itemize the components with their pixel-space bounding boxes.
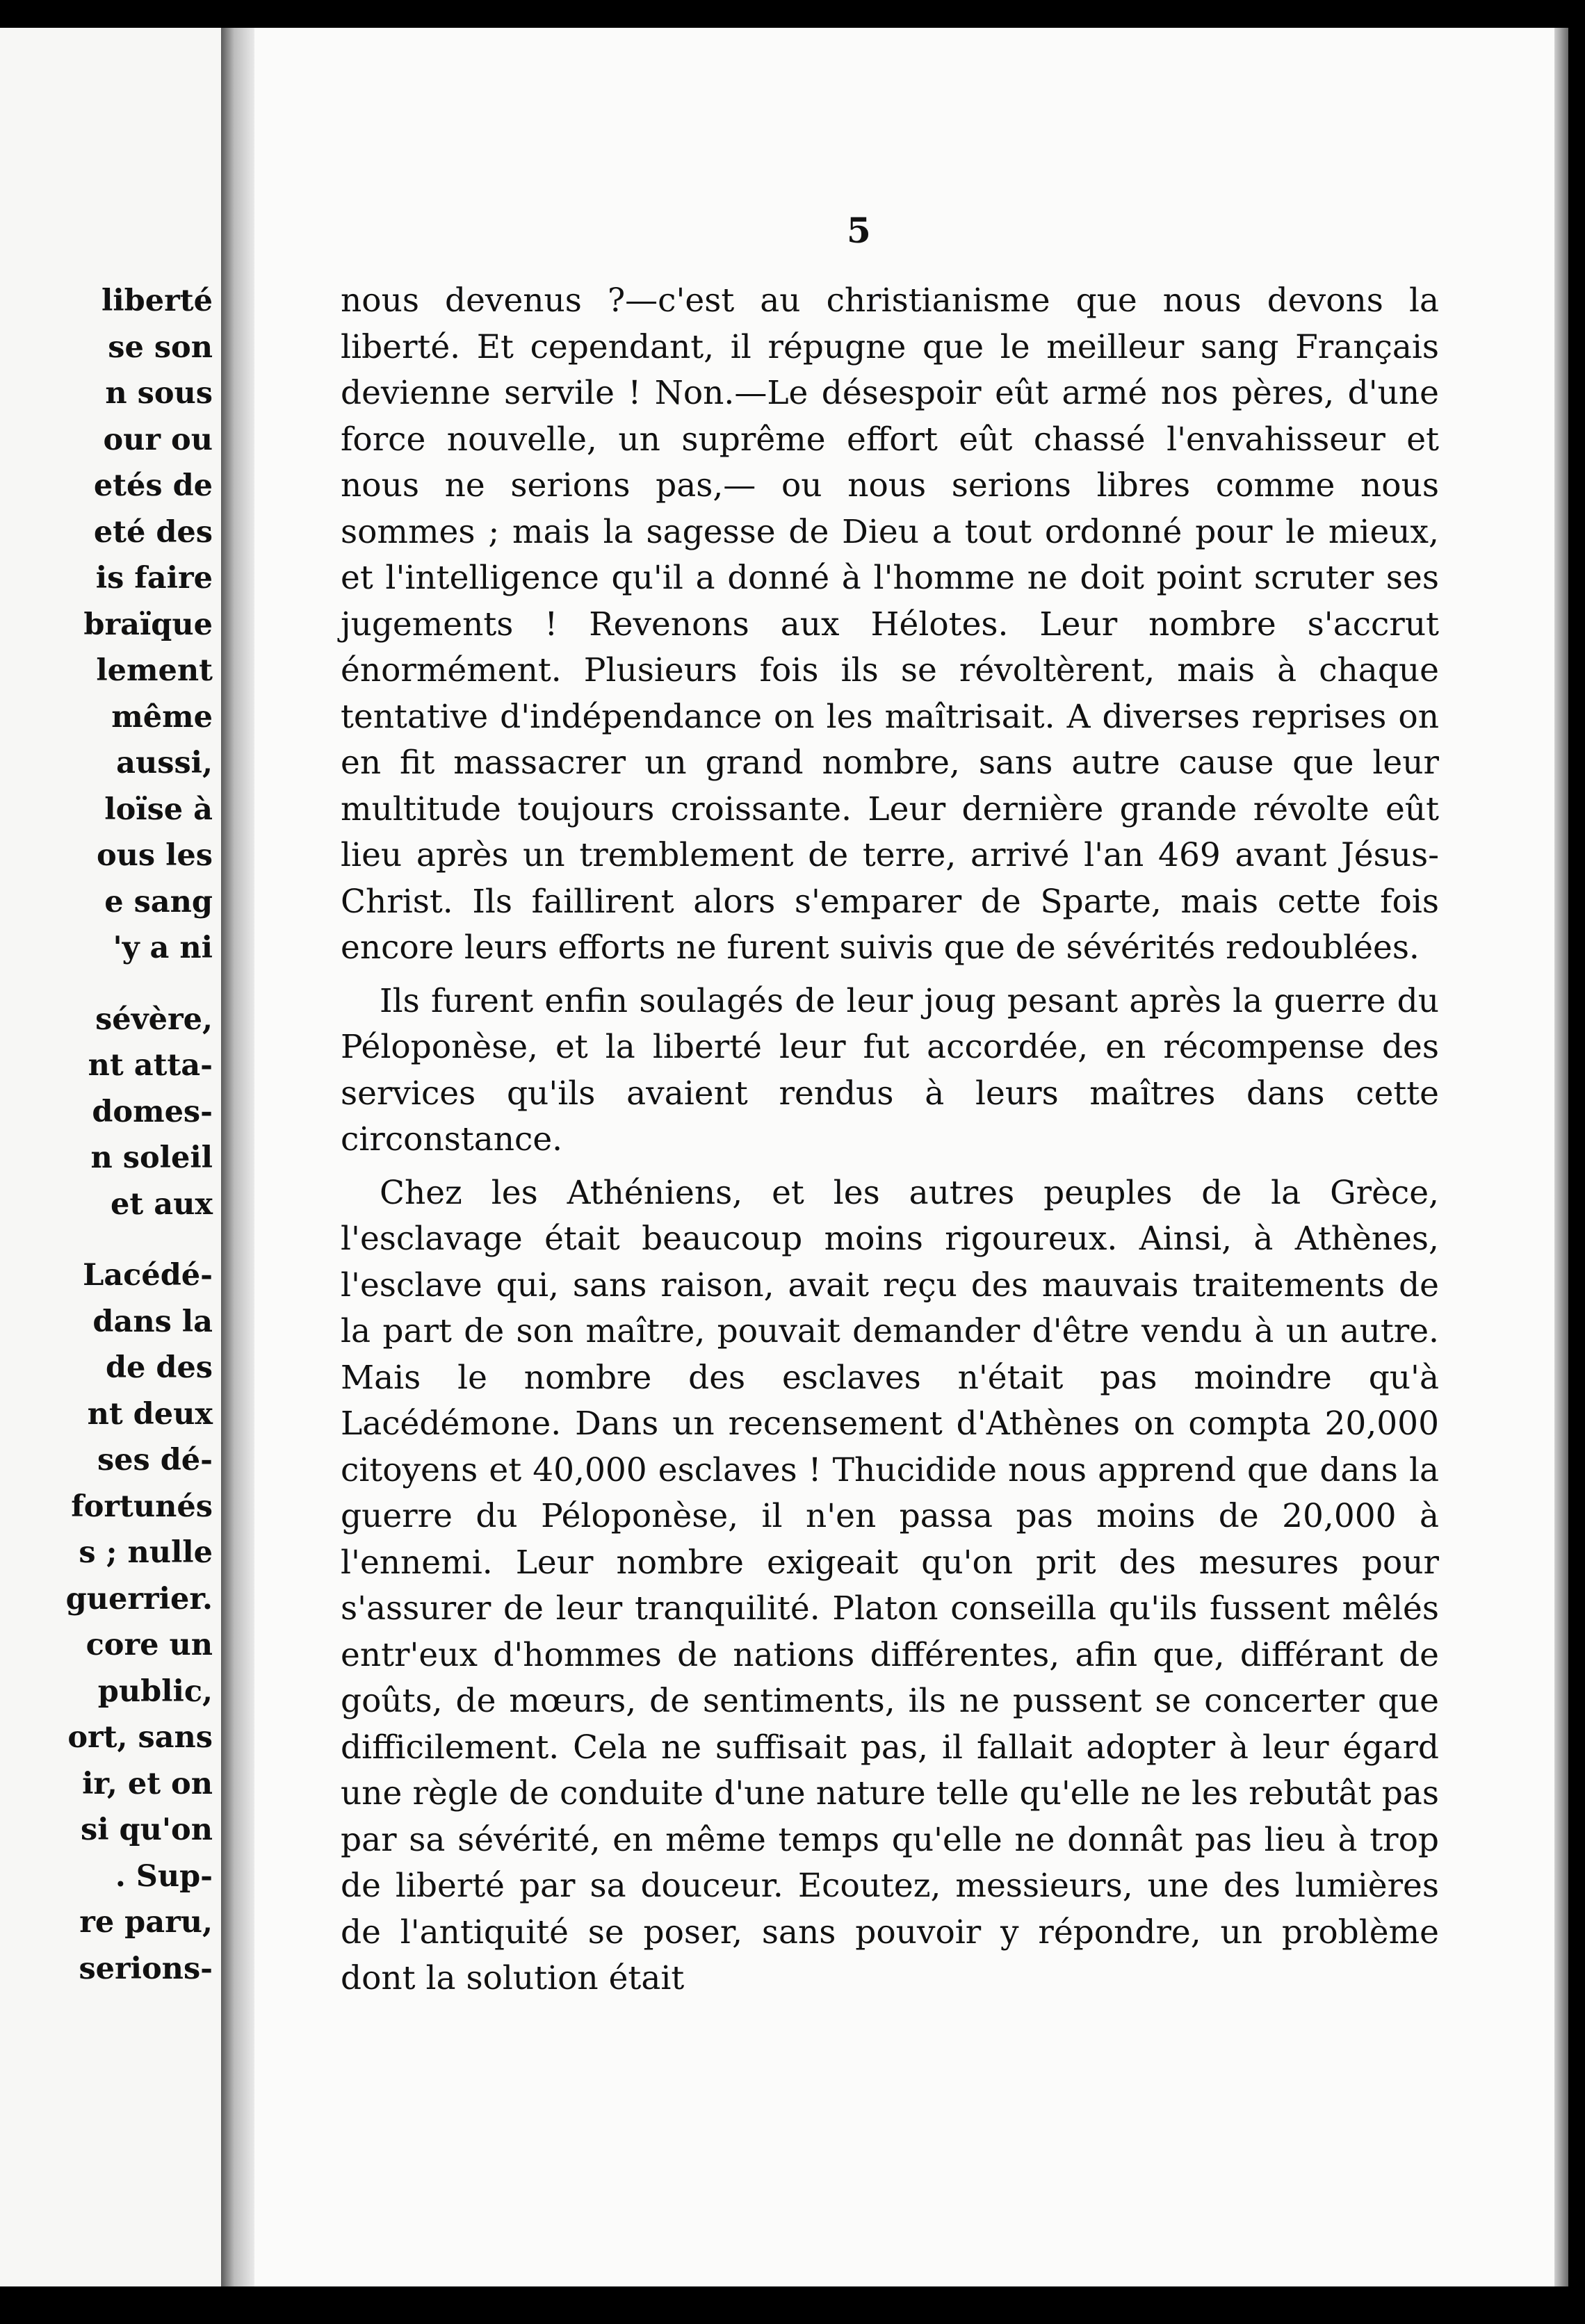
facing-line: nt atta-: [88, 1048, 213, 1083]
facing-line: domes-: [92, 1094, 213, 1129]
facing-line: Lacédé-: [83, 1258, 213, 1293]
book-gutter: [221, 28, 254, 2286]
book-page: [254, 28, 1568, 2286]
facing-line: re paru,: [79, 1905, 213, 1940]
facing-line: ses dé-: [97, 1443, 213, 1478]
facing-line: nt deux: [87, 1396, 213, 1432]
facing-page-text: [0, 278, 213, 1992]
facing-line: si qu'on: [81, 1812, 213, 1847]
facing-line: public,: [97, 1674, 213, 1709]
facing-line: etés de: [93, 468, 213, 503]
paragraph: nous devenus ?—c'est au christianisme que nous devons la liberté. Et cependant, il répugne que le meilleur sang Français devienne servile ! Non.—Le désespoir eût armé nos pères, d'une force nouvelle, un suprême effort eût chassé l'envahisseur et nous ne serions pas,— ou nous serions libres comme nous sommes ; mais la sagesse de Dieu a tout ordonné pour le mieux, et l'intelligence qu'il a donné à l'homme ne doit point scruter ses jugements ! Revenons aux Hélotes. Leur nombre s'accrut énormément. Plusieurs fois ils se révoltèrent, mais à chaque tentative d'indépendance on les maîtrisait. A diverses reprises on en fit massacrer un grand nombre, sans autre cause que leur multitude toujours croissante. Leur dernière grande révolte eût lieu après un tremblement de terre, arrivé l'an 469 avant Jésus-Christ. Ils faillirent alors s'emparer de Sparte, mais cette fois encore leurs efforts ne furent suivis que de sévérités redoublées.: [341, 281, 1439, 967]
page-number: 5: [847, 210, 871, 251]
facing-line: braïque: [83, 607, 213, 642]
facing-line: ir, et on: [82, 1766, 213, 1801]
facing-line: e sang: [104, 884, 213, 919]
facing-line: core un: [86, 1628, 213, 1662]
facing-line: 'y a ni: [113, 931, 213, 965]
facing-line: aussi,: [116, 746, 213, 780]
facing-line: . Sup-: [115, 1858, 213, 1894]
facing-line: même: [111, 699, 213, 735]
facing-line: lement: [96, 653, 213, 688]
facing-line: se son: [108, 329, 213, 365]
facing-line: dans la: [92, 1304, 213, 1339]
facing-line: is faire: [95, 561, 213, 596]
facing-line: sévère,: [95, 1001, 213, 1037]
facing-line: et aux: [111, 1186, 213, 1222]
facing-line: de des: [105, 1350, 213, 1385]
facing-line: our ou: [103, 422, 213, 457]
facing-line: n sous: [105, 376, 213, 411]
facing-line: s ; nulle: [79, 1535, 213, 1570]
facing-page: [0, 28, 221, 2286]
facing-line: n soleil: [90, 1140, 213, 1175]
facing-line: loïse à: [104, 792, 213, 827]
facing-line: serions-: [79, 1951, 213, 1986]
facing-line: ous les: [96, 838, 213, 873]
page-body: [341, 278, 1439, 2002]
facing-line: ort, sans: [67, 1720, 213, 1755]
facing-line: fortunés: [71, 1489, 213, 1524]
paragraph: Chez les Athéniens, et les autres peuples de la Grèce, l'esclavage était beaucoup moins rigoureux. Ainsi, à Athènes, l'esclave qui, sans raison, avait reçu des mauvais traitements de la part de son maître, pouvait demander d'être vendu à un autre. Mais le nombre des esclaves n'était pas moindre qu'à Lacédémone. Dans un recensement d'Athènes on compta 20,000 citoyens et 40,000 esclaves ! Thucidide nous apprend que dans la guerre du Péloponèse, il n'en passa pas moins de 20,000 à l'ennemi. Leur nombre exigeait qu'on prit des mesures pour s'assurer de leur tranquilité. Platon conseilla qu'ils fussent mêlés entr'eux d'hommes de nations différentes, afin que, différant de goûts, de mœurs, de sentiments, ils ne pussent se concerter que difficilement. Cela ne suffisait pas, il fallait adopter à leur égard une règle de conduite d'une nature telle qu'elle ne les rebutât pas par sa sévérité, en même temps qu'elle ne donnât pas lieu à trop de liberté par sa douceur. Ecoutez, messieurs, une des lumières de l'antiquité se poser, sans pouvoir y répondre, un problème dont la solution était: [341, 1173, 1439, 1997]
paragraph: Ils furent enfin soulagés de leur joug pesant après la guerre du Péloponèse, et la liberté leur fut accordée, en récompense des services qu'ils avaient rendus à leurs maîtres dans cette circonstance.: [341, 981, 1439, 1159]
facing-line: liberté: [101, 284, 213, 318]
facing-line: guerrier.: [65, 1581, 213, 1617]
page-edge: [1554, 28, 1568, 2286]
facing-line: eté des: [93, 514, 213, 550]
